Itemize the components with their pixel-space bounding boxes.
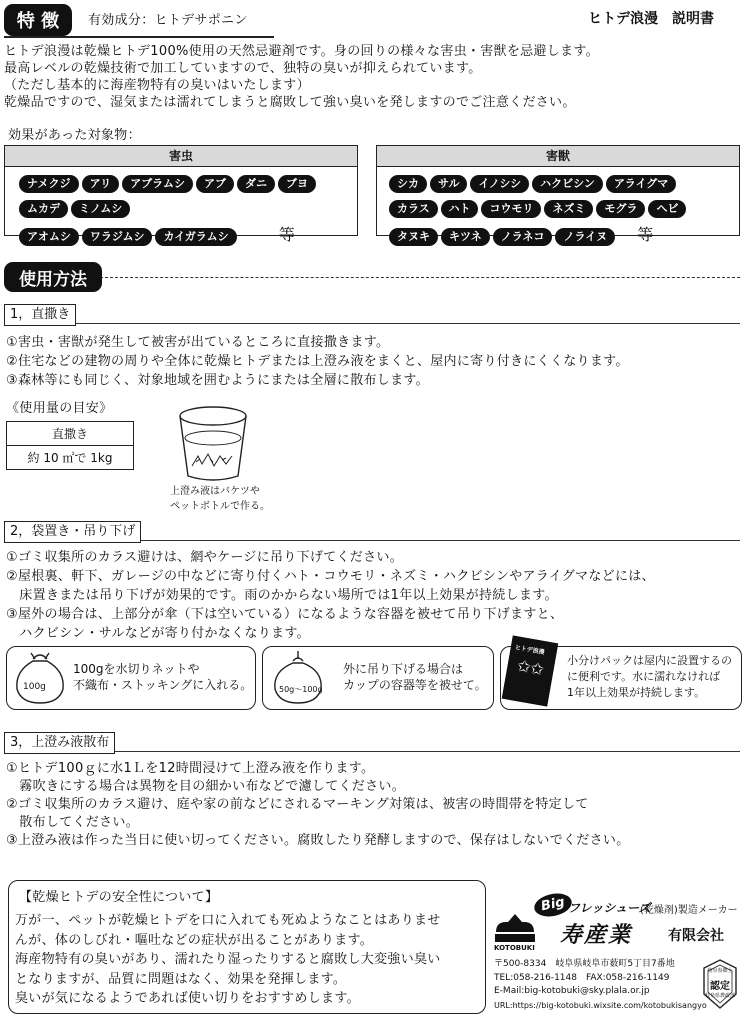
beasts-box — [376, 145, 740, 244]
tip-box-hanging — [262, 646, 494, 710]
safety-line: 万が一、ペットが乾燥ヒトデを口に入れても死ぬようなことはありませ — [15, 913, 441, 928]
beasts-title: 害獣 — [377, 146, 739, 167]
insect-tag: ワラジムシ — [82, 228, 153, 246]
safety-line: んが、体のしびれ・嘔吐などの症状が出ることがあります。 — [15, 932, 374, 948]
beast-tag: キツネ — [441, 228, 490, 246]
insect-tag: ナメクジ — [19, 175, 79, 193]
section2-line: ②屋根裏、軒下、ガレージの中などに寄り付くハト・コウモリ・ネズミ・ハクビシンやアライグマなどには、 — [6, 569, 655, 584]
insect-tag: ミノムシ — [71, 200, 130, 218]
beast-tag: ハト — [441, 200, 479, 218]
insect-tag: アオムシ — [19, 228, 79, 246]
big-badge: Big — [532, 890, 574, 919]
section2-line: 床置きまたは吊り下げが効果的です。雨のかからない場所では1年以上効果が持続します。 — [6, 588, 558, 603]
feature-badge: 特 徴 — [4, 4, 72, 36]
safety-line: 海産物特有の臭いがあり、濡れたり湿ったりすると腐敗し大変強い臭い — [15, 952, 441, 967]
company-name: 寿産業 — [560, 923, 633, 948]
pack-label: ヒトデ浪漫 — [514, 644, 546, 657]
tip-text — [567, 653, 732, 701]
section3-title: 3，上澄み液散布 — [4, 732, 115, 754]
bag-label: 100g — [23, 682, 46, 692]
certification-seal-icon — [700, 958, 740, 1010]
section2-line: ハクビシン・サルなどが寄り付かなくなります。 — [6, 626, 310, 641]
tip-line: 小分けパックは屋内に設置するの — [567, 654, 732, 667]
cup-caption — [170, 484, 270, 514]
bag-icon — [11, 649, 69, 707]
company-contact — [494, 958, 707, 1012]
safety-box — [8, 880, 486, 1014]
amount-label: 《使用量の目安》 — [6, 401, 113, 416]
hanging-bag-icon — [267, 649, 329, 707]
section3-text — [6, 760, 630, 850]
insects-row — [19, 222, 357, 250]
beast-tag: ヘビ — [648, 200, 686, 218]
tip-text — [343, 661, 487, 693]
insect-tag: アリ — [82, 175, 120, 193]
insects-etc: 等 — [278, 225, 295, 244]
hanging-bag-label: 50g〜100g — [279, 685, 323, 694]
beasts-list — [377, 167, 739, 250]
beast-tag: イノシシ — [470, 175, 529, 193]
insect-tag: アブ — [196, 175, 234, 193]
intro-line: （ただし基本的に海産物特有の臭いはいたします） — [4, 78, 310, 93]
seal-bottom: 岐阜県農政部 — [704, 993, 735, 999]
beast-tag: ネズミ — [544, 200, 593, 218]
seal-top: 岐阜県郷土 — [707, 968, 733, 974]
cup-caption-line: ペットボトルで作る。 — [170, 501, 270, 512]
targets-label: 効果があった対象物： — [8, 128, 141, 143]
cup-icon — [176, 404, 250, 482]
tip-text — [73, 661, 252, 693]
beasts-row — [389, 197, 739, 222]
section1-underline — [4, 323, 740, 324]
company-tel: TEL:058-216-1148 FAX:058-216-1149 — [494, 972, 670, 983]
usage-heading: 使用方法 — [4, 262, 102, 292]
safety-line: となりますが、品質に問題はなく、効果を発揮します。 — [15, 971, 347, 987]
section1-line: ②住宅などの建物の周りや全体に乾燥ヒトデまたは上澄み液をまくと、屋内に寄り付きにくくなります。 — [6, 354, 629, 369]
active-ingredient: 有効成分：ヒトデサポニン — [88, 13, 248, 28]
insects-row — [19, 197, 357, 222]
tip-line: 不織布・ストッキングに入れる。 — [73, 678, 253, 692]
insects-row — [19, 172, 357, 197]
pack-stars: ✩✩ — [515, 655, 546, 680]
insects-list — [5, 167, 357, 250]
tip-line: 1年以上効果が持続します。 — [567, 686, 706, 699]
insect-tag: カイガラムシ — [155, 228, 236, 246]
cup-caption-line: 上澄み液はバケツや — [170, 486, 260, 497]
intro-line: 最高レベルの乾燥技術で加工していますので、独特の臭いが抑えられています。 — [4, 61, 482, 76]
beast-tag: コウモリ — [481, 200, 541, 218]
section1-title: 1，直撒き — [4, 304, 76, 326]
beasts-row — [389, 172, 739, 197]
amount-table — [6, 421, 134, 470]
beast-tag: カラス — [389, 200, 438, 218]
beasts-etc: 等 — [637, 225, 654, 244]
tip-line: カップの容器等を被せて。 — [343, 678, 487, 692]
beast-tag: ノラネコ — [493, 228, 553, 246]
company-email[interactable]: E-Mail:big-kotobuki@sky.plala.or.jp — [494, 986, 650, 996]
insect-tag: ムカデ — [19, 200, 68, 218]
beast-tag: ハクビシン — [532, 175, 603, 193]
safety-title: 【乾燥ヒトデの安全性について】 — [19, 890, 219, 905]
safety-line: 臭いが気になるようであれば使い切りをおすすめします。 — [15, 991, 360, 1006]
section2-line: ①ゴミ収集所のカラス避けは、網やケージに吊り下げてください。 — [6, 550, 404, 565]
tip-line: 100gを水切りネットや — [73, 662, 200, 676]
tip-line: 外に吊り下げる場合は — [343, 662, 464, 676]
section1-line: ③森林等にも同じく、対象地域を囲むようにまたは全層に散布します。 — [6, 373, 429, 388]
section3-line: 散布してください。 — [6, 815, 140, 830]
logo-text: KOTOBUKI — [494, 944, 535, 952]
header-underline — [4, 36, 274, 38]
beasts-row — [389, 222, 739, 250]
beast-tag: モグラ — [596, 200, 645, 218]
section1-text — [6, 333, 629, 390]
tip-box-pack — [500, 646, 742, 710]
document-title: ヒトデ浪漫 説明書 — [588, 11, 714, 27]
section3-line: 霧吹きにする場合は異物を目の細かい布などで濾してください。 — [6, 779, 406, 794]
beast-tag: タヌキ — [389, 228, 438, 246]
safety-text — [15, 911, 441, 1009]
insect-tag: ブヨ — [278, 175, 316, 193]
brand-fresh: フレッシューズ — [568, 901, 651, 915]
insect-tag: アブラムシ — [122, 175, 193, 193]
company-suffix: 有限会社 — [668, 928, 724, 944]
insects-title: 害虫 — [5, 146, 357, 167]
beast-tag: サル — [430, 175, 467, 193]
section2-title: 2，袋置き・吊り下げ — [4, 521, 141, 543]
company-url[interactable]: URL:https://big-kotobuki.wixsite.com/kotobukisangyo — [494, 1000, 707, 1010]
usage-divider — [100, 277, 740, 278]
amount-table-value: 約 10 ㎡で 1kg — [7, 446, 134, 470]
section1-line: ①害虫・害獣が発生して被害が出ているところに直接撒きます。 — [6, 335, 390, 350]
maker-label: (乾燥剤)製造メーカー — [640, 905, 738, 916]
tip-line: に便利です。水に濡れなければ — [567, 670, 721, 683]
kotobuki-logo-icon — [492, 910, 538, 944]
intro-text — [4, 43, 599, 111]
beast-tag: アライグマ — [606, 175, 676, 193]
intro-line: 乾燥品ですので、湿気または濡れてしまうと腐敗して強い臭いを発しますのでご注意ください。 — [4, 95, 576, 110]
section3-line: ②ゴミ収集所のカラス避け、庭や家の前などにされるマーキング対策は、被害の時間帯を特定して — [6, 797, 589, 812]
seal-center: 認定 — [710, 981, 730, 992]
company-address: 〒500-8334 岐阜県岐阜市薮町5丁目7番地 — [494, 959, 675, 969]
pack-icon — [502, 635, 558, 706]
section2-text — [6, 548, 655, 643]
beast-tag: ノライヌ — [555, 228, 615, 246]
section2-line: ③屋外の場合は、上部分が傘（下は空いている）になるような容器を被せて吊り下げますと、 — [6, 607, 564, 622]
insects-box — [4, 145, 358, 244]
section3-line: ①ヒトデ100ｇに水1Ｌを12時間浸けて上澄み液を作ります。 — [6, 761, 375, 776]
intro-line: ヒトデ浪漫は乾燥ヒトデ100%使用の天然忌避剤です。身の回りの様々な害虫・害獣を忌避します。 — [4, 44, 599, 59]
amount-table-header: 直撒き — [7, 422, 134, 446]
section3-line: ③上澄み液は作った当日に使い切ってください。腐敗したり発酵しますので、保存はしないでください。 — [6, 833, 630, 848]
tip-box-net — [6, 646, 256, 710]
beast-tag: シカ — [389, 175, 427, 193]
insect-tag: ダニ — [237, 175, 275, 193]
